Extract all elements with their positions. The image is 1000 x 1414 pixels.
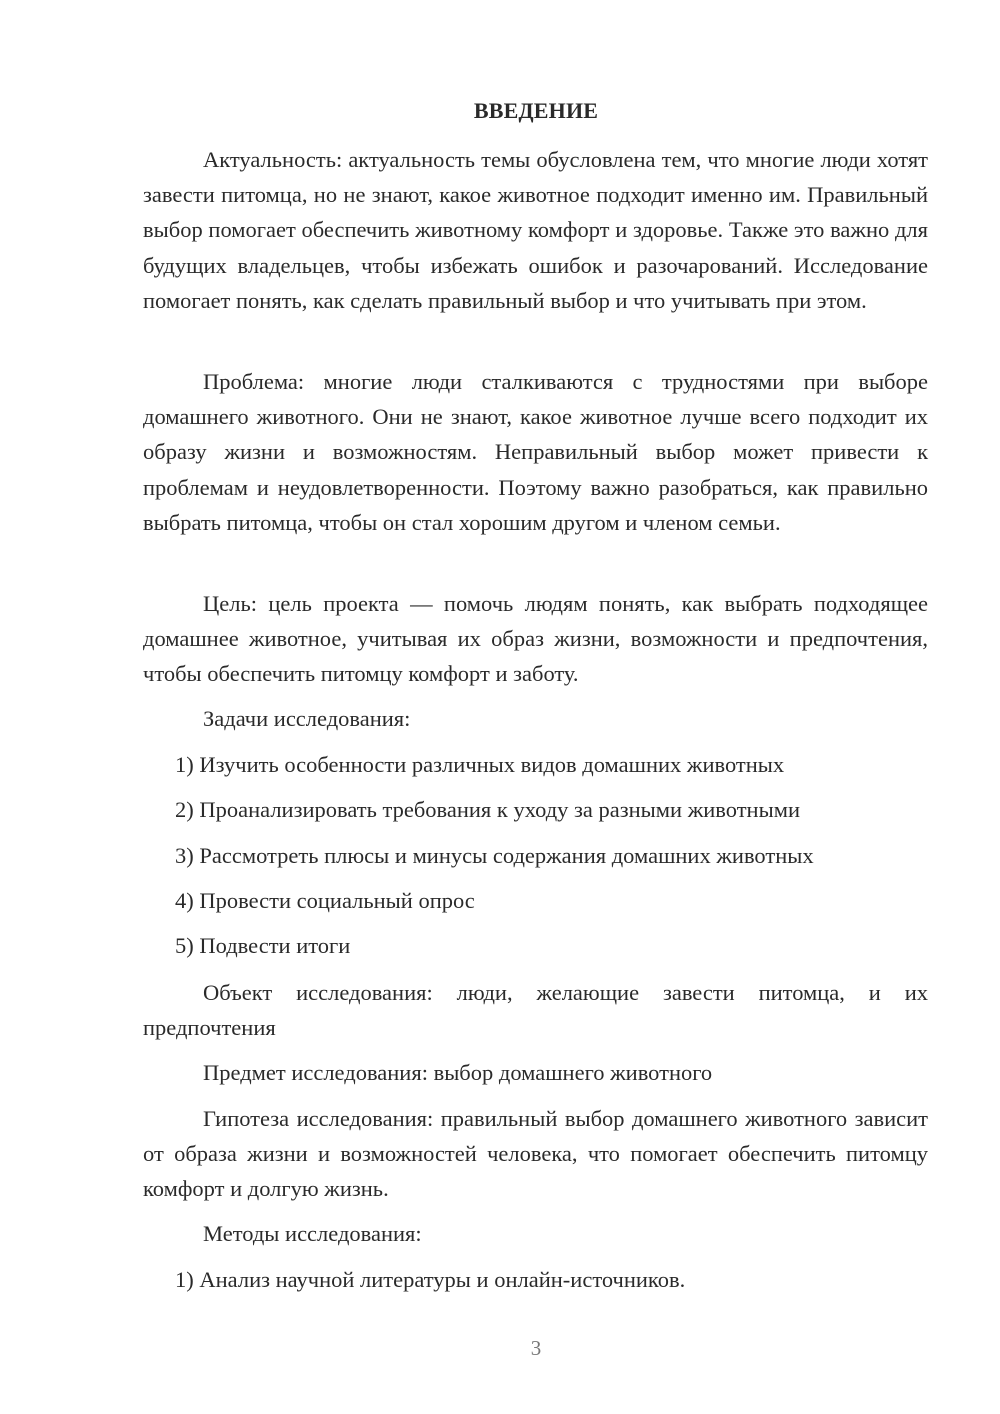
task-item-4: 4) Провести социальный опрос xyxy=(175,888,475,913)
goal-paragraph: Цель: цель проекта — помочь людям понять, как выбрать подходящее домашнее животное, учитывая их образ жизни, возможности и предпочтения, чтобы обеспечить питомцу комфорт и заботу. xyxy=(143,591,928,687)
method-item-1: 1) Анализ научной литературы и онлайн-источников. xyxy=(175,1267,686,1292)
task-item-1: 1) Изучить особенности различных видов домашних животных xyxy=(175,752,785,777)
tasks-heading: Задачи исследования: xyxy=(203,706,411,731)
task-item-2: 2) Проанализировать требования к уходу за разными животными xyxy=(175,797,800,822)
methods-heading: Методы исследования: xyxy=(203,1221,422,1246)
hypothesis-paragraph: Гипотеза исследования: правильный выбор домашнего животного зависит от образа жизни и возможностей человека, что помогает обеспечить питомцу комфорт и долгую жизнь. xyxy=(143,1106,928,1202)
task-item-5: 5) Подвести итоги xyxy=(175,933,351,958)
page-title: ВВЕДЕНИЕ xyxy=(473,98,599,123)
object-paragraph: Объект исследования: люди, желающие завести питомца, и их предпочтения xyxy=(143,980,928,1041)
page-number: 3 xyxy=(530,1336,542,1360)
task-item-3: 3) Рассмотреть плюсы и минусы содержания домашних животных xyxy=(175,843,814,868)
relevance-paragraph: Актуальность: актуальность темы обусловлена тем, что многие люди хотят завести питомца, но не знают, какое животное подходит именно им. Правильный выбор помогает обеспечить животному комфорт и здоровье. Также это важно для будущих владельцев, чтобы избежать ошибок и разочарований. Исследование помогает понять, как сделать правильный выбор и что учитывать при этом. xyxy=(143,147,928,313)
problem-paragraph: Проблема: многие люди сталкиваются с трудностями при выборе домашнего животного. Они не знают, какое животное лучше всего подходит их образу жизни и возможностям. Неправильный выбор может привести к проблемам и неудовлетворенности. Поэтому важно разобраться, как правильно выбрать питомца, чтобы он стал хорошим другом и членом семьи. xyxy=(143,369,928,535)
subject-paragraph: Предмет исследования: выбор домашнего животного xyxy=(203,1060,713,1085)
